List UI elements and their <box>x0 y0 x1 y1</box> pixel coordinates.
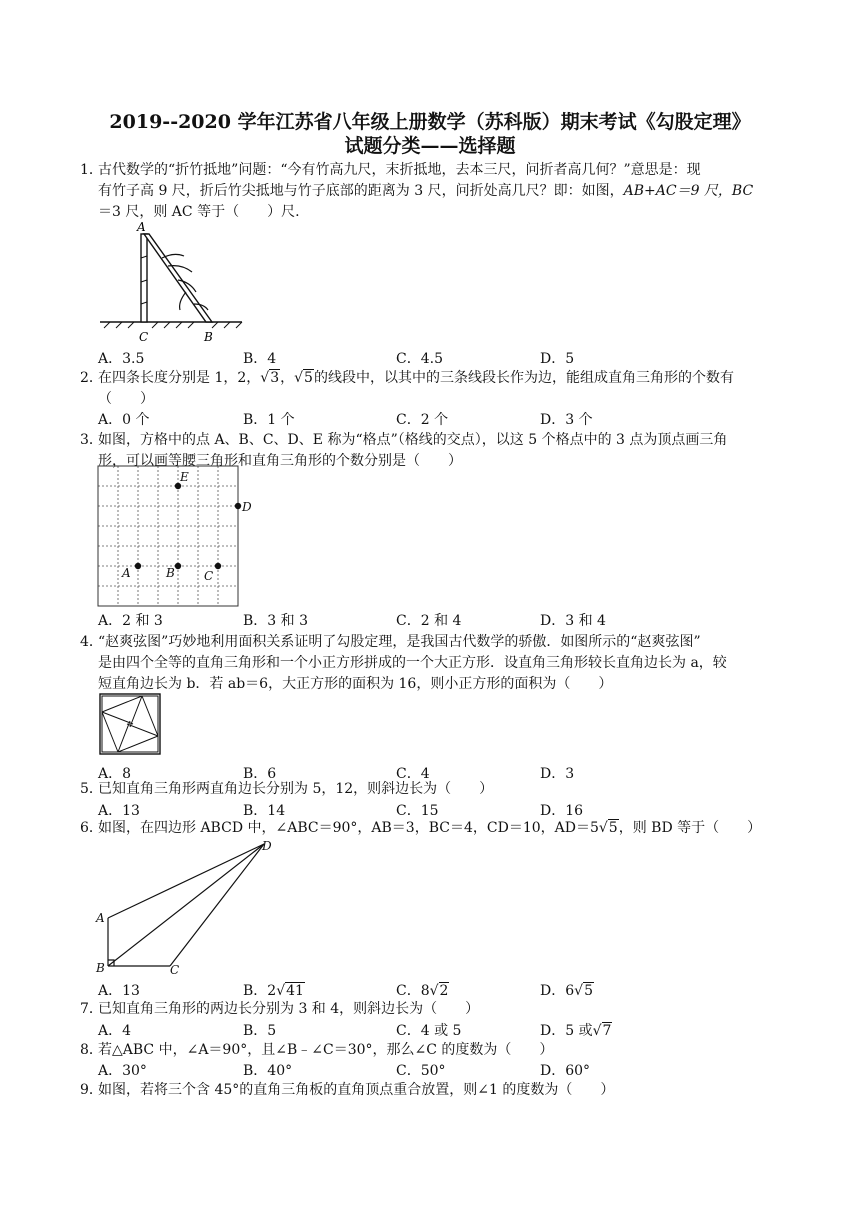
question-text: 如图，在四边形 ABCD 中，∠ABC＝90°，AB＝3，BC＝4，CD＝10，AD＝5 <box>98 820 599 836</box>
radicand: 2 <box>439 983 449 999</box>
radicand: 3 <box>270 370 280 386</box>
option-a[interactable]: A．0 个 <box>98 412 150 428</box>
option-a[interactable]: A．4 <box>98 1023 132 1039</box>
option-a[interactable]: A．13 <box>98 983 140 999</box>
radicand: 5 <box>608 820 618 836</box>
question-number: 8． <box>80 1042 103 1058</box>
question-text: 如图，若将三个含 45°的直角三角板的直角顶点重合放置，则∠1 的度数为（ ） <box>98 1082 615 1098</box>
option-c[interactable]: C．2 和 4 <box>396 613 462 629</box>
option-d[interactable]: D．5 <box>540 351 575 367</box>
option-text: B．2 <box>243 983 277 999</box>
question-5 <box>80 779 790 800</box>
option-a[interactable]: A．30° <box>98 1063 147 1079</box>
label-c: C <box>139 330 149 344</box>
question-8 <box>80 1040 790 1061</box>
option-d[interactable]: D．3 <box>540 766 575 782</box>
option-d[interactable]: D．3 和 4 <box>540 613 606 629</box>
radicand: 5 <box>584 983 593 999</box>
question-text: ， <box>280 370 295 386</box>
option-b[interactable]: B．3 和 3 <box>243 613 309 629</box>
label-d: D <box>242 500 252 514</box>
question-text: 是由四个全等的直角三角形和一个小正方形拼成的一个大正方形．设直角三角形较长直角边长为 a，较 <box>98 655 727 671</box>
question-expression: AB+AC＝9 尺，BC <box>623 183 754 199</box>
label-a: A <box>137 220 146 234</box>
q2-options <box>98 409 778 429</box>
option-c[interactable]: C．8√2 <box>396 983 449 999</box>
question-4 <box>80 632 790 695</box>
zhao-shuang-figure <box>98 692 162 756</box>
option-a[interactable]: A．8 <box>98 766 132 782</box>
question-text: 古代数学的“折竹抵地”问题：“今有竹高九尺，末折抵地，去本三尺，问折者高几何？”意思是：现 <box>98 162 701 178</box>
question-number: 9． <box>80 1082 103 1098</box>
option-text: D．6 <box>540 983 575 999</box>
label-c: C <box>204 569 214 583</box>
option-c[interactable]: C．4 或 5 <box>396 1023 462 1039</box>
grid-figure <box>96 464 256 608</box>
question-text: 的线段中，以其中的三条线段长作为边，能组成直角三角形的个数有 <box>313 370 734 386</box>
question-9 <box>80 1080 790 1101</box>
option-d[interactable]: D．60° <box>540 1063 591 1079</box>
question-number: 5． <box>80 781 103 797</box>
point-a <box>135 563 141 569</box>
point-d <box>235 503 241 509</box>
option-c[interactable]: C．4.5 <box>396 351 443 367</box>
document-subtitle: 试题分类——选择题 <box>344 135 516 157</box>
question-number: 6． <box>80 820 103 836</box>
radicand: 7 <box>602 1023 612 1039</box>
label-a: A <box>122 566 131 580</box>
question-number: 7． <box>80 1001 103 1017</box>
option-b[interactable]: B．4 <box>243 351 277 367</box>
option-b[interactable]: B．5 <box>243 1023 277 1039</box>
option-c[interactable]: C．2 个 <box>396 412 449 428</box>
question-text: （ ） <box>98 391 154 407</box>
point-b <box>175 563 181 569</box>
q3-options <box>98 610 778 630</box>
q7-options <box>98 1020 778 1040</box>
option-a[interactable]: A．13 <box>98 803 140 819</box>
label-b: B <box>166 566 175 580</box>
label-c: C <box>170 963 180 977</box>
question-text: 若△ABC 中，∠A＝90°，且∠B﹣∠C＝30°，那么∠C 的度数为（ ） <box>98 1042 554 1058</box>
question-6: 6．如图，在四边形 ABCD 中，∠ABC＝90°，AB＝3，BC＝4，CD＝10，AD＝5√5，则 BD 等于（ ） <box>80 818 790 839</box>
label-b: B <box>96 961 105 975</box>
option-d[interactable]: D．16 <box>540 803 584 819</box>
question-2: 2．在四条长度分别是 1，2，√3，√5的线段中，以其中的三条线段长作为边，能组成直角三角形的个数有 （ ） <box>80 368 790 410</box>
label-a: A <box>96 911 105 925</box>
question-text: 形，可以画等腰三角形和直角三角形的个数分别是（ ） <box>98 453 462 469</box>
question-text: 已知直角三角形的两边长分别为 3 和 4，则斜边长为（ ） <box>98 1001 480 1017</box>
question-text: 短直角边长为 b．若 ab＝6，大正方形的面积为 16，则小正方形的面积为（ ） <box>98 676 613 692</box>
question-text: “赵爽弦图”巧妙地利用面积关系证明了勾股定理，是我国古代数学的骄傲．如图所示的“赵爽弦图” <box>98 634 701 650</box>
q5-options <box>98 800 778 820</box>
q1-options <box>98 348 778 368</box>
option-c[interactable]: C．4 <box>396 766 430 782</box>
option-b[interactable]: B．2√41 <box>243 983 304 999</box>
question-7 <box>80 999 790 1020</box>
question-number: 1． <box>80 162 103 178</box>
option-d[interactable]: D．5 或√7 <box>540 1023 612 1039</box>
option-b[interactable]: B．1 个 <box>243 412 295 428</box>
bamboo-figure <box>96 220 246 348</box>
question-number: 3． <box>80 432 103 448</box>
option-c[interactable]: C．50° <box>396 1063 446 1079</box>
q8-options <box>98 1060 778 1080</box>
question-number: 4． <box>80 634 103 650</box>
question-number: 2． <box>80 370 103 386</box>
option-d[interactable]: D．3 个 <box>540 412 593 428</box>
option-c[interactable]: C．15 <box>396 803 439 819</box>
question-text: ＝3 尺，则 AC 等于（ ）尺. <box>98 204 300 220</box>
label-b: B <box>204 330 213 344</box>
option-b[interactable]: B．40° <box>243 1063 293 1079</box>
question-text: 在四条长度分别是 1，2， <box>98 370 261 386</box>
q6-options <box>98 980 778 1000</box>
question-text: 如图，方格中的点 A、B、C、D、E 称为“格点”（格线的交点），以这 5 个格点中的 3 点为顶点画三角 <box>98 432 728 448</box>
question-1 <box>80 160 790 223</box>
question-text: ，则 BD 等于（ ） <box>618 820 762 836</box>
option-a[interactable]: A．3.5 <box>98 351 145 367</box>
radicand: 5 <box>304 370 313 386</box>
option-text: D．5 或 <box>540 1023 593 1039</box>
option-b[interactable]: B．6 <box>243 766 277 782</box>
question-text: 已知直角三角形两直角边长分别为 5，12，则斜边长为（ ） <box>98 781 494 797</box>
label-d: D <box>262 839 272 853</box>
question-text: 有竹子高 9 尺，折后竹尖抵地与竹子底部的距离为 3 尺，问折处高几尺？即：如图， <box>98 183 624 199</box>
label-e: E <box>180 470 189 484</box>
option-b[interactable]: B．14 <box>243 803 286 819</box>
option-a[interactable]: A．2 和 3 <box>98 613 163 629</box>
document-title: 2019--2020 学年江苏省八年级上册数学（苏科版）期末考试《勾股定理》 <box>109 111 751 133</box>
option-d[interactable]: D．6√5 <box>540 983 593 999</box>
point-c <box>215 563 221 569</box>
quadrilateral-figure <box>92 836 282 980</box>
radicand: 41 <box>286 983 304 999</box>
option-text: C．8 <box>396 983 430 999</box>
